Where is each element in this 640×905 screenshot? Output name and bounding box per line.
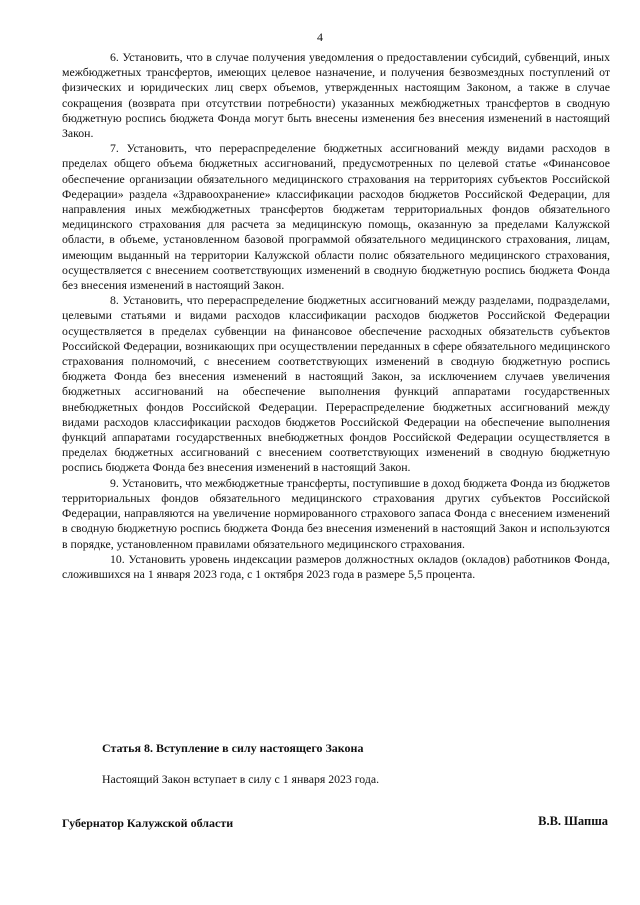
document-body xyxy=(62,50,610,582)
paragraph-9: 9. Установить, что межбюджетные трансферты, поступившие в доход бюджета Фонда из бюджетов территориальных фондов обязательного медицинского страхования других субъектов Российской Федерации, направляются на увеличение нормированного страхового запаса Фонда с внесением изменений в сводную бюджетную роспись бюджета Фонда без внесения изменений в настоящий Закон и используются в порядке, установленном правилами обязательного медицинского страхования. xyxy=(62,475,610,551)
article-8-text: Настоящий Закон вступает в силу с 1 января 2023 года. xyxy=(102,772,380,786)
paragraph-6: 6. Установить, что в случае получения уведомления о предоставлении субсидий, субвенций, иных межбюджетных трансфертов, имеющих целевое назначение, и получения безвозмездных поступлений от физических и юридических лиц сверх объемов, утвержденных настоящим Законом, а также в случае сокращения (возврата при отсутствии потребности) указанных межбюджетных трансфертов в сводную бюджетную роспись бюджета Фонда могут быть внесены изменения без внесения изменений в настоящий Закон. xyxy=(62,50,610,141)
signatory-position: Губернатор Калужской области xyxy=(62,816,234,830)
paragraph-8: 8. Установить, что перераспределение бюджетных ассигнований между разделами, подразделами, целевыми статьями и видами расходов классификации расходов бюджетов Российской Федерации осуществляется в пределах субвенции на финансовое обеспечение расходных обязательств субъектов Российской Федерации, возникающих при осуществлении переданных в сфере обязательного медицинского страхования полномочий, с внесением соответствующих изменений в сводную бюджетную роспись бюджета Фонда без внесения изменений в настоящий Закон, за исключением случаев увеличения бюджетных ассигнований на обеспечение выполнения функций аппаратами государственных внебюджетных фондов Российской Федерации. Перераспределение бюджетных ассигнований между видами расходов классификации расходов бюджетов Российской Федерации на обеспечение выполнения функций аппаратами государственных внебюджетных фондов Российской Федерации осуществляется в пределах бюджетных ассигнований с внесением соответствующих изменений в сводную бюджетную роспись бюджета Фонда без внесения изменений в настоящий Закон. xyxy=(62,293,610,475)
paragraph-10: 10. Установить уровень индексации размеров должностных окладов (окладов) работников Фонда, сложившихся на 1 января 2023 года, с 1 октября 2023 года в размере 5,5 процента. xyxy=(62,551,610,581)
signatory-name: В.В. Шапша xyxy=(538,814,608,828)
page-number: 4 xyxy=(317,30,323,44)
article-8-heading: Статья 8. Вступление в силу настоящего Закона xyxy=(102,741,364,755)
paragraph-7: 7. Установить, что перераспределение бюджетных ассигнований между видами расходов в пределах общего объема бюджетных ассигнований, предусмотренных по целевой статье «Финансовое обеспечение организации обязательного медицинского страхования на территориях субъектов Российской Федерации» раздела «Здравоохранение» классификации расходов бюджетов Российской Федерации, для направления иных межбюджетных трансфертов бюджетам территориальных фондов обязательного медицинского страхования для расчета за медицинскую помощь, оказанную за пределами Калужской области, в объеме, установленном базовой программой обязательного медицинского страхования, лицам, имеющим выданный на территории Калужской области полис обязательного медицинского страхования, осуществляется с внесением соответствующих изменений в сводную бюджетную роспись бюджета Фонда без внесения изменений в настоящий Закон. xyxy=(62,141,610,293)
